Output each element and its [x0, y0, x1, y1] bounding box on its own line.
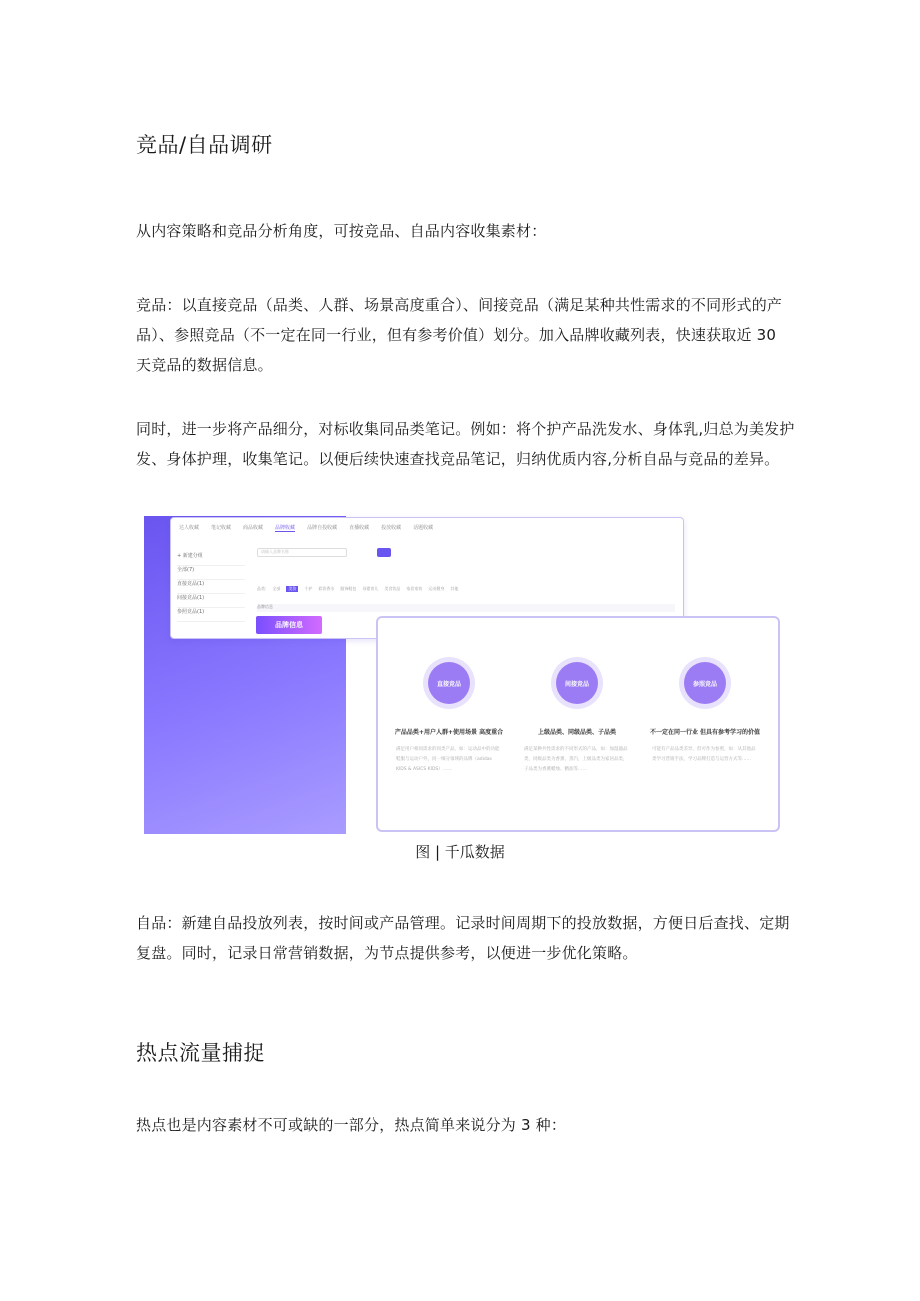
- sidebar-item: 参照竞品(1): [177, 608, 245, 622]
- card-direct: [390, 618, 508, 775]
- tab-5: 直播收藏: [349, 525, 370, 531]
- card-title: 不一定在同一行业 但具有参考学习的价值: [649, 729, 761, 736]
- section-heading-competitor: 竞品/自品调研: [136, 133, 273, 157]
- search-button: [377, 548, 391, 557]
- filter-chip: 个护: [304, 586, 313, 591]
- card-desc: 可能有产品品类差异，但可作为参照，如：从其他品类学习营销手法，学习品牌打造与运营方式等……: [652, 747, 756, 762]
- card-title: 产品品类+用户人群+使用场景 高度重合: [394, 729, 504, 736]
- detail-paragraph: 同时，进一步将产品细分，对标收集同品类笔记。例如：将个护产品洗发水、身体乳,归总为美发护发、身体护理，收集笔记。以便后续快速查找竞品笔记，归纳优质内容,分析自品与竞品的差异。: [136, 420, 795, 468]
- table-header: 品牌信息: [257, 604, 675, 612]
- tab-7: 话题收藏: [413, 525, 434, 531]
- own-product-paragraph: 自品：新建自品投放列表，按时间或产品管理。记录时间周期下的投放数据，方便日后查找、定期复盘。同时，记录日常营销数据，为节点提供参考，以便进一步优化策略。: [136, 914, 790, 962]
- filter-chip: 其他: [450, 586, 459, 591]
- sidebar-item: + 新建分组: [177, 552, 245, 566]
- filter-chip: 全部: [272, 586, 281, 591]
- app-tabs: [179, 524, 433, 532]
- tab-2: 商品收藏: [243, 525, 264, 531]
- card-circle: 参照竞品: [684, 662, 726, 704]
- app-sidebar: [177, 552, 245, 622]
- sidebar-item: 间接竞品(1): [177, 594, 245, 608]
- card-circle: 直接竞品: [428, 662, 470, 704]
- tab-4: 品牌自投收藏: [307, 525, 338, 531]
- card-reference: [646, 618, 764, 765]
- filter-chip: 家居家装: [406, 586, 423, 591]
- tab-6: 投放收藏: [381, 525, 402, 531]
- sidebar-item: 全部(7): [177, 566, 245, 580]
- filter-chip: 母婴育儿: [362, 586, 379, 591]
- figure-caption: 图 | 千瓜数据: [415, 843, 505, 861]
- brand-info-button: 品牌信息: [256, 616, 322, 634]
- intro-paragraph: 从内容策略和竞品分析角度，可按竞品、自品内容收集素材：: [136, 222, 547, 240]
- card-title: 上级品类、同级品类、子品类: [537, 729, 616, 736]
- tab-1: 笔记收藏: [211, 525, 232, 531]
- card-indirect: [518, 618, 636, 775]
- filter-chip: 美妆: [288, 586, 297, 591]
- sidebar-item: 直接竞品(1): [177, 580, 245, 594]
- filter-chip: 服饰鞋包: [340, 586, 357, 591]
- card-desc: 满足某种共性需求的不同形式的产品，如：加湿器品类，同级品类为香薰、蒸汽，上级品类为家居品类，子品类为香薰蜡烛、精油等……: [524, 747, 628, 772]
- tab-0: 达人收藏: [179, 525, 200, 531]
- competitor-paragraph: 竞品：以直接竞品（品类、人群、场景高度重合）、间接竞品（满足某种共性需求的不同形式的产品）、参照竞品（不一定在同一行业，但有参考价值）划分。加入品牌收藏列表，快速获取近 30 天竞品的数据信息。: [136, 296, 783, 374]
- filter-chip: 运动健身: [428, 586, 445, 591]
- filter-chip: 美食饮品: [384, 586, 401, 591]
- card-desc: 满足用户相同需求的同类产品，如：运动品中的功能鞋服与运动户外，同一细分领域的品牌（adidas KIDS & ASICS KIDS）……: [396, 747, 500, 772]
- tab-3: 品牌收藏: [275, 525, 296, 531]
- card-circle: 间接竞品: [556, 662, 598, 704]
- screenshot-figure: [142, 514, 788, 836]
- competitor-types-panel: [376, 616, 780, 832]
- search-input: 请输入品牌名称: [257, 548, 347, 557]
- category-filters: [257, 586, 458, 592]
- section-heading-hotspot: 热点流量捕捉: [136, 1041, 265, 1065]
- filter-chip: 品类:: [257, 586, 267, 591]
- filter-chip: 彩妆香水: [318, 586, 335, 591]
- hotspot-paragraph: 热点也是内容素材不可或缺的一部分，热点简单来说分为 3 种：: [136, 1116, 567, 1134]
